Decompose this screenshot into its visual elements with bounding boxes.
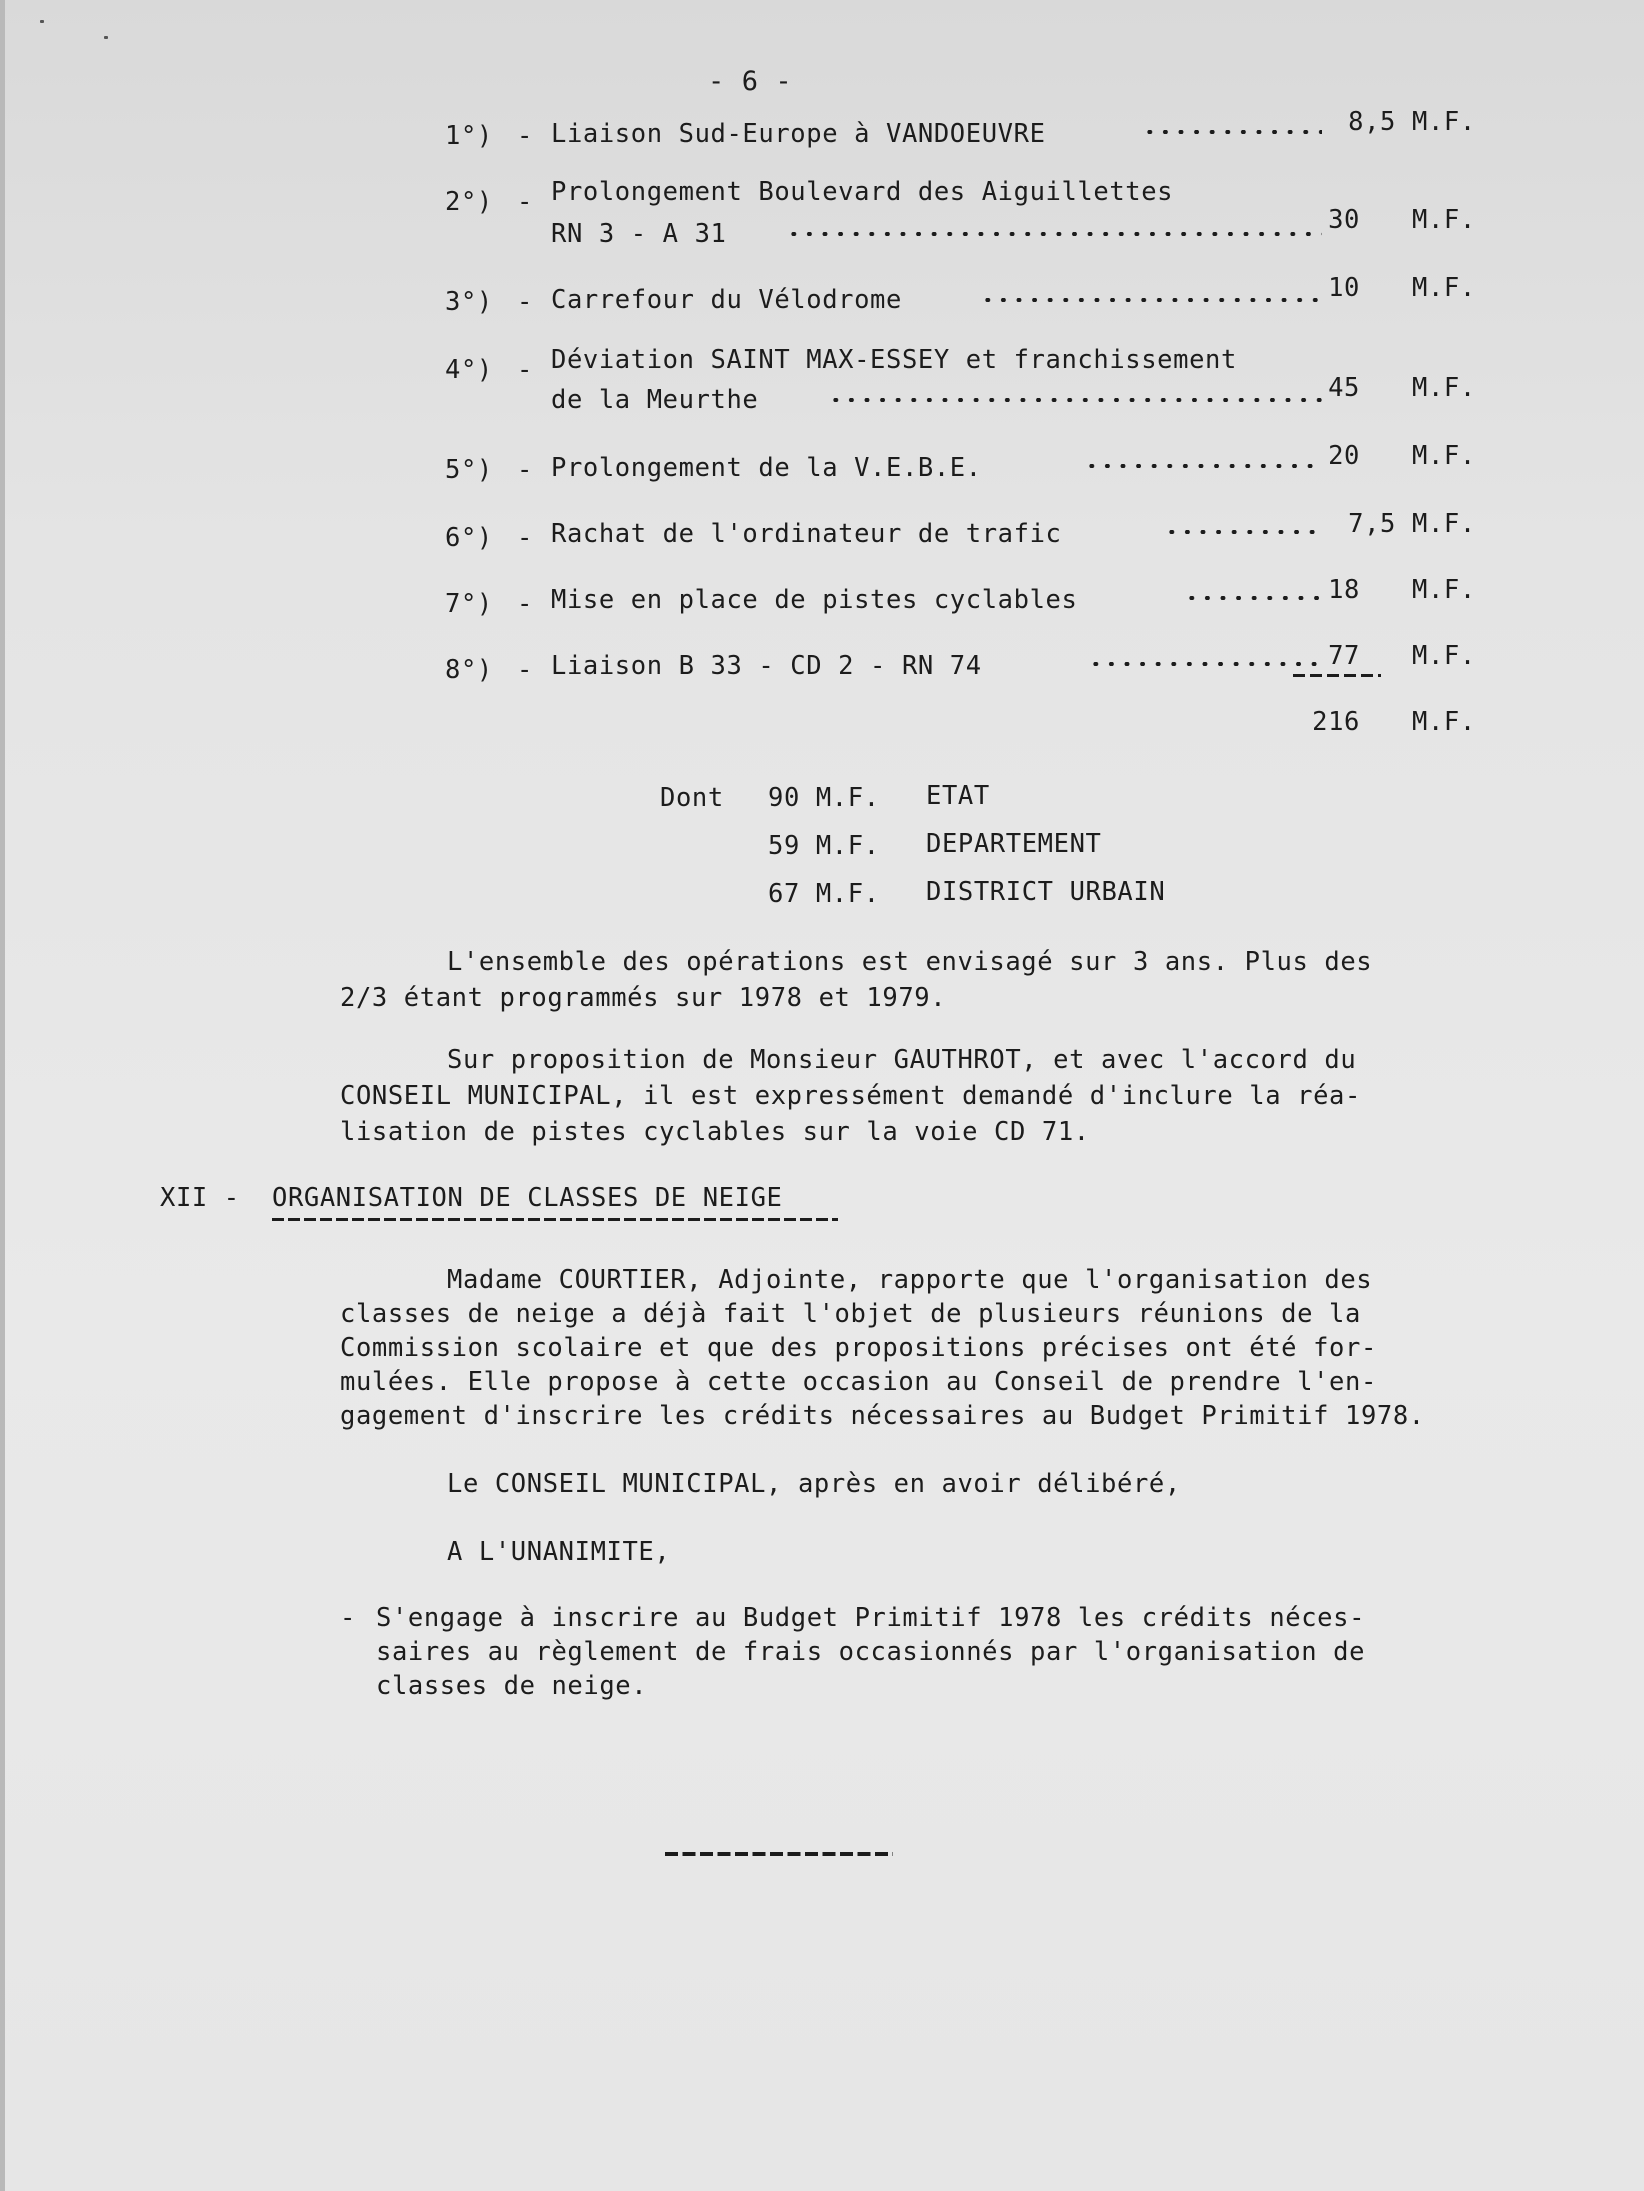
breakdown-entity: DEPARTEMENT: [926, 829, 1102, 859]
item-unit: M.F.: [1412, 373, 1476, 403]
decision-line: classes de neige.: [376, 1671, 648, 1701]
item-number: 5°): [445, 455, 493, 485]
item-number: 7°): [445, 589, 493, 619]
decision-line: saires au règlement de frais occasionnés par l'organisation de: [376, 1637, 1366, 1667]
item-unit: M.F.: [1412, 641, 1476, 671]
item-dash: -: [517, 523, 533, 553]
breakdown-entity: DISTRICT URBAIN: [926, 877, 1166, 907]
paragraph-line: Commission scolaire et que des propositions précises ont été for-: [340, 1333, 1377, 1363]
breakdown-entity: ETAT: [926, 781, 990, 811]
item-label: Prolongement Boulevard des Aiguillettes: [551, 177, 1174, 207]
dot-leader: [1164, 530, 1322, 534]
scan-speck: [104, 36, 108, 39]
item-dash: -: [517, 187, 533, 217]
item-label: Rachat de l'ordinateur de trafic: [551, 519, 1062, 549]
breakdown-label: Dont: [660, 783, 724, 813]
section-title-underline: [272, 1218, 838, 1221]
decision-dash: -: [340, 1603, 356, 1633]
item-unit: M.F.: [1412, 107, 1476, 137]
paragraph-line: CONSEIL MUNICIPAL, il est expressément demandé d'inclure la réa-: [340, 1081, 1361, 1111]
item-number: 1°): [445, 121, 493, 151]
item-unit: M.F.: [1412, 273, 1476, 303]
paragraph-line: mulées. Elle propose à cette occasion au Conseil de prendre l'en-: [340, 1367, 1377, 1397]
item-dash: -: [517, 655, 533, 685]
item-label-continued: de la Meurthe: [551, 385, 759, 415]
item-dash: -: [517, 287, 533, 317]
item-number: 4°): [445, 355, 493, 385]
paragraph-line: L'ensemble des opérations est envisagé sur 3 ans. Plus des: [447, 947, 1373, 977]
item-label: Liaison B 33 - CD 2 - RN 74: [551, 651, 982, 681]
item-number: 3°): [445, 287, 493, 317]
scan-speck: [40, 20, 44, 23]
total-amount: 216: [1312, 707, 1360, 737]
breakdown-amount: 59 M.F.: [768, 831, 880, 861]
item-dash: -: [517, 121, 533, 151]
section-number: XII -: [160, 1183, 240, 1213]
item-amount: 30: [1328, 205, 1360, 235]
paragraph-line: Sur proposition de Monsieur GAUTHROT, et avec l'accord du: [447, 1045, 1357, 1075]
item-unit: M.F.: [1412, 575, 1476, 605]
end-separator: [665, 1852, 893, 1856]
breakdown-amount: 67 M.F.: [768, 879, 880, 909]
item-amount: 18: [1328, 575, 1360, 605]
item-dash: -: [517, 455, 533, 485]
item-label: Mise en place de pistes cyclables: [551, 585, 1078, 615]
paragraph-line: 2/3 étant programmés sur 1978 et 1979.: [340, 983, 947, 1013]
decision-line: S'engage à inscrire au Budget Primitif 1978 les crédits néces-: [376, 1603, 1366, 1633]
paragraph-line: classes de neige a déjà fait l'objet de plusieurs réunions de la: [340, 1299, 1361, 1329]
item-amount: 20: [1328, 441, 1360, 471]
item-dash: -: [517, 589, 533, 619]
item-unit: M.F.: [1412, 509, 1476, 539]
item-label: Liaison Sud-Europe à VANDOEUVRE: [551, 119, 1046, 149]
item-unit: M.F.: [1412, 441, 1476, 471]
paragraph-line: gagement d'inscrire les crédits nécessaires au Budget Primitif 1978.: [340, 1401, 1425, 1431]
item-label-continued: RN 3 - A 31: [551, 219, 727, 249]
item-number: 8°): [445, 655, 493, 685]
total-unit: M.F.: [1412, 707, 1476, 737]
item-amount: 7,5: [1348, 509, 1396, 539]
vote-line: A L'UNANIMITE,: [447, 1537, 671, 1567]
dot-leader: [1142, 130, 1322, 134]
breakdown-amount: 90 M.F.: [768, 783, 880, 813]
item-label: Carrefour du Vélodrome: [551, 285, 902, 315]
item-label: Prolongement de la V.E.B.E.: [551, 453, 982, 483]
page-edge-shadow: [0, 0, 5, 2191]
paragraph-line: lisation de pistes cyclables sur la voie CD 71.: [340, 1117, 1090, 1147]
section-title: ORGANISATION DE CLASSES DE NEIGE: [272, 1183, 783, 1213]
item-number: 6°): [445, 523, 493, 553]
item-number: 2°): [445, 187, 493, 217]
item-label: Déviation SAINT MAX-ESSEY et franchissement: [551, 345, 1237, 375]
sum-underline: [1293, 674, 1381, 677]
dot-leader: [786, 232, 1322, 236]
item-unit: M.F.: [1412, 205, 1476, 235]
item-amount: 10: [1328, 273, 1360, 303]
dot-leader: [828, 398, 1322, 402]
paragraph-line: Madame COURTIER, Adjointe, rapporte que l'organisation des: [447, 1265, 1373, 1295]
item-amount: 77: [1328, 641, 1360, 671]
deliberation-line: Le CONSEIL MUNICIPAL, après en avoir délibéré,: [447, 1469, 1181, 1499]
item-amount: 45: [1328, 373, 1360, 403]
item-amount: 8,5: [1348, 107, 1396, 137]
item-dash: -: [517, 355, 533, 385]
page-number: - 6 -: [708, 66, 793, 97]
